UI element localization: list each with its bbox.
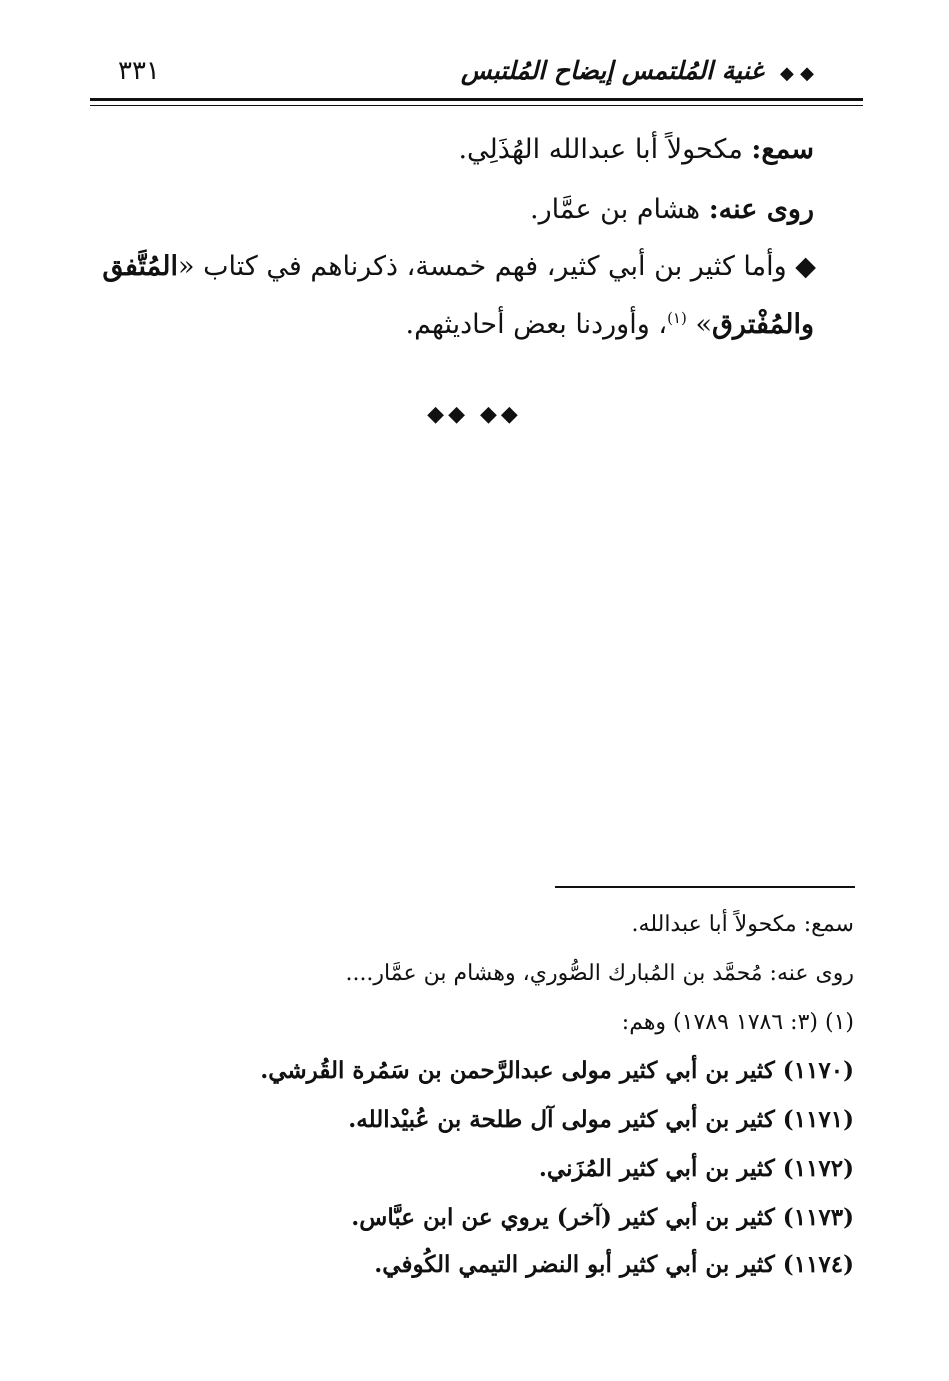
heard-from-text: مكحولاً أبا عبدالله الهُذَلِي. bbox=[458, 134, 752, 165]
book-title-part-1: المُتَّفق bbox=[102, 251, 178, 282]
header-ornament: ◆ ◆ bbox=[780, 63, 814, 84]
footnote-line: روى عنه: مُحمَّد بن المُبارك الصُّوري، وهشام بن عمَّار.... bbox=[345, 961, 854, 986]
running-title-text: غنية المُلتمس إيضاح المُلتبس bbox=[460, 56, 764, 85]
footnote-entry: (١١٧٣) كثير بن أبي كثير (آخر) يروي عن ابن عبَّاس. bbox=[351, 1204, 854, 1231]
narrated-by-label: روى عنه: bbox=[708, 194, 814, 225]
narrated-by-text: هشام بن عمَّار. bbox=[530, 194, 709, 225]
heard-from-label: سمع: bbox=[751, 134, 814, 165]
footnote-separator bbox=[555, 886, 855, 888]
book-title-part-2: والمُفْترق bbox=[711, 309, 814, 340]
footnote-entry: (١١٧١) كثير بن أبي كثير مولى آل طلحة بن عُبيْدالله. bbox=[348, 1106, 854, 1133]
footnote-line: (١) (٣: ١٧٨٦ ١٧٨٩) وهم: bbox=[621, 1010, 854, 1035]
paragraph-line-1 bbox=[102, 251, 816, 282]
footnote-entry: (١١٧٢) كثير بن أبي كثير المُزَني. bbox=[538, 1155, 854, 1182]
section-end-ornament: ◆◆ ◆◆ bbox=[427, 402, 522, 427]
footnote-entry: (١١٧٠) كثير بن أبي كثير مولى عبدالرَّحمن بن سَمُرة القُرشي. bbox=[260, 1057, 854, 1084]
footnote-line: سمع: مكحولاً أبا عبدالله. bbox=[631, 912, 854, 937]
book-title-close: » bbox=[695, 309, 712, 340]
paragraph-text-1: وأما كثير بن أبي كثير، فهم خمسة، ذكرناهم في كتاب « bbox=[178, 251, 796, 282]
heard-from-line bbox=[458, 134, 814, 165]
paragraph-text-2: ، وأوردنا بعض أحاديثهم. bbox=[405, 309, 668, 340]
footnote-ref: (١) bbox=[667, 309, 687, 327]
header-rule-thick bbox=[90, 98, 863, 101]
page-number: ٣٣١ bbox=[118, 56, 160, 86]
footnote-entry: (١١٧٤) كثير بن أبي كثير أبو النضر التيمي الكُوفي. bbox=[374, 1251, 854, 1278]
paragraph-line-2 bbox=[406, 309, 815, 340]
header-rule-thin bbox=[90, 105, 863, 106]
running-title bbox=[461, 56, 814, 85]
narrated-by-line bbox=[530, 194, 814, 225]
paragraph-bullet: ◆ bbox=[795, 251, 816, 282]
